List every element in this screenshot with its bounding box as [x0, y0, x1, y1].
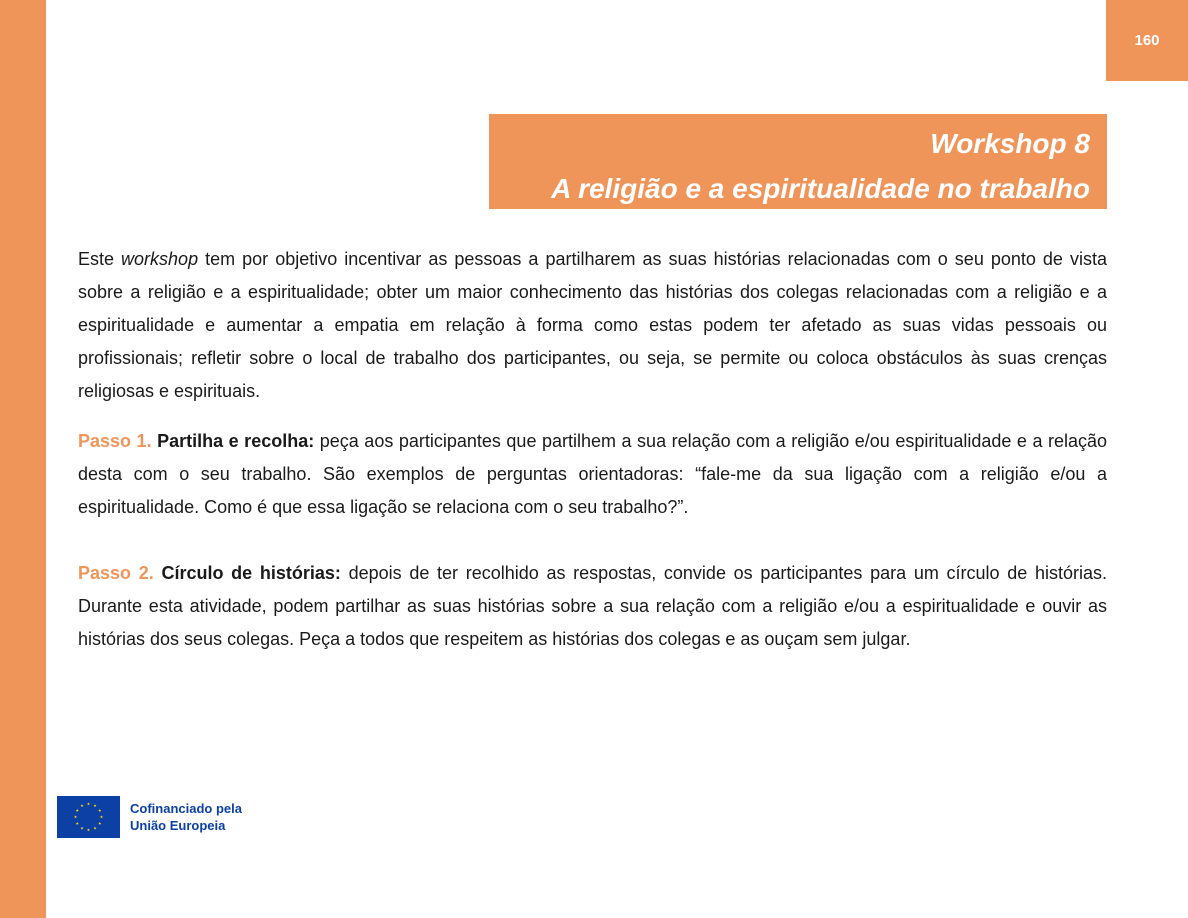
page-number-text: 160 — [1134, 32, 1160, 49]
cofunding-text — [130, 800, 242, 834]
intro-text-start: Este — [78, 249, 122, 269]
step-1-label: Passo 1. — [78, 431, 152, 451]
eu-flag-icon — [57, 796, 120, 838]
workshop-title-banner — [489, 114, 1107, 209]
step-1-text: peça aos participantes que partilhem a sua relação com a religião e/ou espiritualidade e a relação desta com o seu trabalho. São exemplos de perguntas orientadoras: “fale-me da sua ligação com a religião e/ou a espiritualidade. Como é que essa ligação se relaciona com o seu trabalho?”. — [78, 431, 1108, 517]
cofunding-line2: União Europeia — [130, 818, 226, 833]
workshop-title-line2: A religião e a espiritualidade no trabalho — [551, 173, 1090, 204]
intro-paragraph — [78, 243, 1107, 408]
step-1-paragraph — [78, 425, 1107, 524]
workshop-title-line1: Workshop 8 — [930, 128, 1090, 159]
step-2-title: Círculo de histórias: — [161, 563, 341, 583]
intro-text-rest: tem por objetivo incentivar as pessoas a partilharem as suas histórias relacionadas com o seu ponto de vista sobre a religião e a espiritualidade; obter um maior conhecimento das histórias dos colegas relacionadas com a religião e a espiritualidade e aumentar a empatia em relação à forma como estas podem ter afetado as suas vidas pessoais ou profissionais; refletir sobre o local de trabalho dos participantes, ou seja, se permite ou coloca obstáculos às suas crenças religiosas e espirituais. — [78, 249, 1107, 401]
cofunding-line1: Cofinanciado pela — [130, 801, 242, 816]
intro-emphasis: workshop — [121, 249, 199, 269]
step-2-paragraph — [78, 557, 1107, 656]
step-2-label: Passo 2. — [78, 563, 154, 583]
step-1-title: Partilha e recolha: — [157, 431, 315, 451]
step-2-text: depois de ter recolhido as respostas, convide os participantes para um círculo de histórias. Durante esta atividade, podem partilhar as suas histórias sobre a sua relação com a religião e/ou a espiritualidade e ouvir as histórias dos seus colegas. Peça a todos que respeitem as histórias dos colegas e as ouçam sem julgar. — [78, 563, 1107, 649]
page-number — [1106, 0, 1188, 81]
eu-cofunding-logo — [57, 796, 242, 838]
side-accent-bar — [0, 0, 46, 918]
